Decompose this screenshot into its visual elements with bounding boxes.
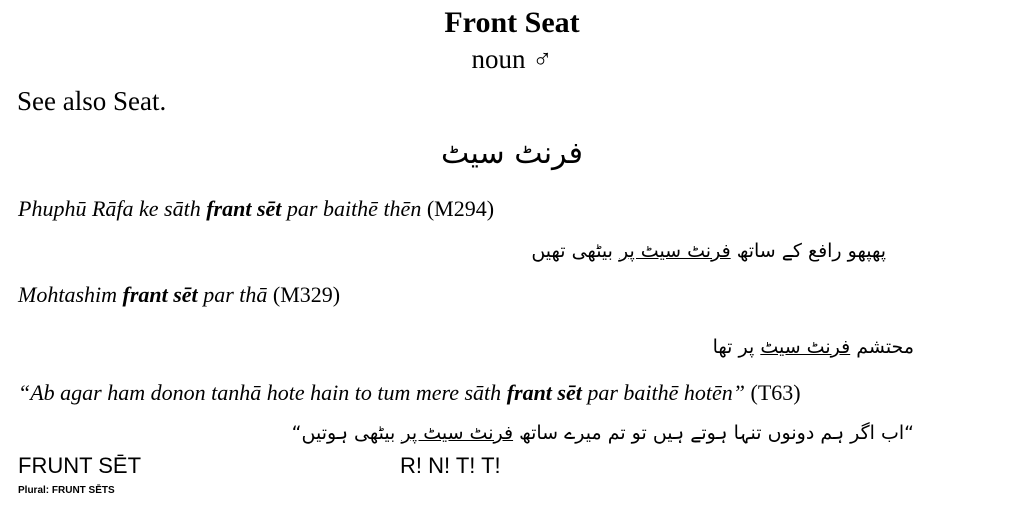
- example-source: (T63): [750, 380, 801, 405]
- translit-text: Mohtashim: [18, 282, 123, 307]
- translit-keyword: frant sēt: [122, 282, 198, 307]
- part-of-speech: noun: [471, 44, 526, 74]
- plural-form: Plural: FRUNT SĒTS: [18, 485, 115, 496]
- see-also-note: See also Seat.: [17, 86, 167, 116]
- male-gender-icon: ♂: [532, 44, 553, 74]
- example-transliteration: [18, 380, 801, 406]
- urdu-keyword: فرنٹ سیٹ پر: [618, 240, 731, 262]
- urdu-text: پھپھو رافع کے ساتھ: [730, 240, 886, 262]
- consonant-pattern: R! N! T! T!: [400, 453, 501, 478]
- urdu-text: پر تھا: [712, 336, 761, 358]
- example-source: (M329): [272, 282, 341, 307]
- example-transliteration: [18, 196, 494, 222]
- example-source: (M294): [426, 196, 495, 221]
- urdu-text: محتشم: [850, 336, 914, 358]
- translit-text: “Ab agar ham donon tanhā hote hain to tum mere sāth: [18, 380, 507, 405]
- phonetic-form: FRUNT SĒT: [18, 453, 142, 478]
- urdu-text: بیٹھی تھیں: [531, 240, 619, 262]
- example-urdu: [713, 336, 914, 358]
- urdu-keyword: فرنٹ سیٹ پر: [401, 422, 514, 444]
- translit-keyword: frant sēt: [506, 380, 582, 405]
- translit-keyword: frant sēt: [206, 196, 282, 221]
- translit-text: par baithē hotēn”: [581, 380, 746, 405]
- translit-text: par baithē thēn: [281, 196, 422, 221]
- part-of-speech-line: [0, 44, 1024, 75]
- example-urdu: [292, 422, 914, 444]
- translit-text: Phuphū Rāfa ke sāth: [18, 196, 207, 221]
- example-transliteration: [18, 282, 340, 308]
- urdu-keyword: فرنٹ سیٹ: [760, 336, 851, 358]
- translit-text: par thā: [197, 282, 268, 307]
- headword: Front Seat: [444, 6, 580, 39]
- urdu-text: “اب اگر ہم دونوں تنہا ہوتے ہیں تو تم میرے ساتھ: [513, 422, 914, 444]
- urdu-text: بیٹھی ہوتیں“: [291, 422, 402, 444]
- urdu-headword: فرنٹ سیٹ: [441, 136, 583, 171]
- example-urdu: [531, 240, 886, 262]
